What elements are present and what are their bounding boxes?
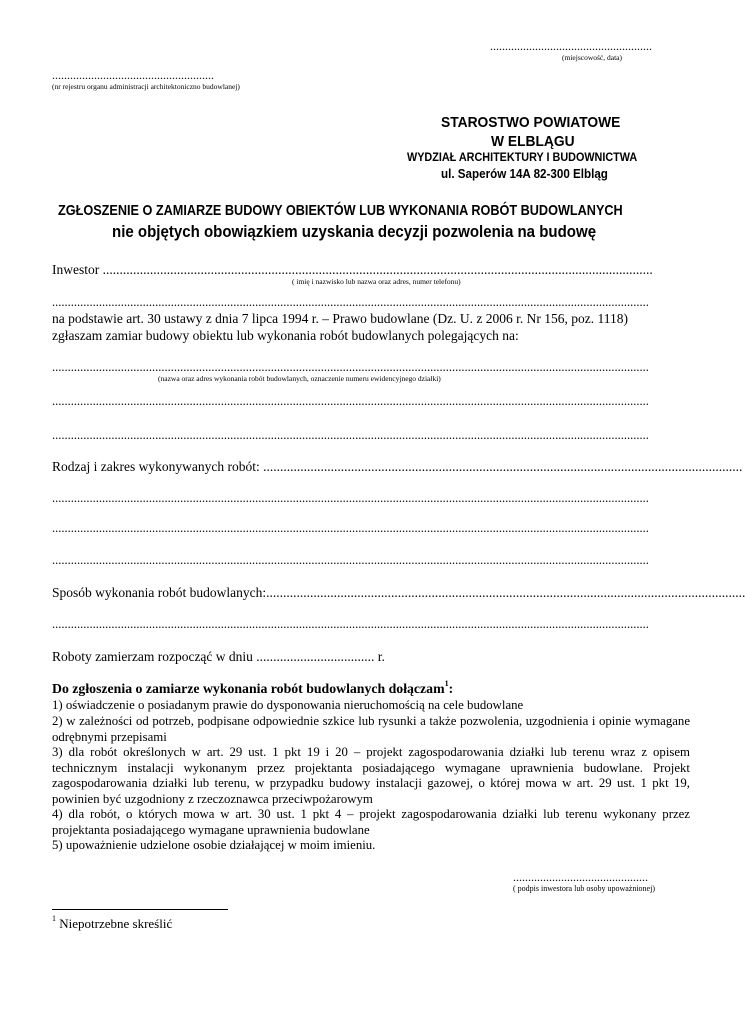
works-caption: (nazwa oraz adres wykonania robót budowlanych, oznaczenie numeru ewidencyjnego działki) bbox=[158, 374, 441, 383]
footnote bbox=[52, 916, 172, 932]
footnote-mark: 1 bbox=[52, 914, 56, 923]
registry-number-field[interactable]: ...................................................... bbox=[52, 68, 214, 82]
start-date-field[interactable] bbox=[52, 649, 385, 665]
method-field-line-2[interactable]: ............................................................................................................................................................................................... bbox=[52, 617, 649, 631]
footnote-text: Niepotrzebne skreślić bbox=[56, 916, 173, 931]
attachment-item: 2) w zależności od potrzeb, podpisane odpowiednie szkice lub rysunki a także pozwolenia, uzgodnienia i opinie wymagane odrębnymi przepisami bbox=[52, 714, 690, 744]
investor-label: Inwestor bbox=[52, 262, 100, 277]
authority-city: W ELBLĄGU bbox=[491, 133, 575, 150]
authority-name: STAROSTWO POWIATOWE bbox=[441, 114, 621, 131]
form-subtitle: nie objętych obowiązkiem uzyskania decyzji pozwolenia na budowę bbox=[112, 222, 597, 241]
signature-caption: ( podpis inwestora lub osoby upoważnionej) bbox=[513, 884, 655, 893]
start-date-dots: ................................... bbox=[252, 649, 375, 664]
scope-field[interactable] bbox=[52, 459, 743, 474]
method-field[interactable] bbox=[52, 585, 745, 600]
start-date-label: Roboty zamierzam rozpocząć w dniu bbox=[52, 649, 253, 664]
works-field-line-1[interactable]: ............................................................................................................................................................................................... bbox=[52, 360, 649, 374]
registry-caption: (nr rejestru organu administracji architektoniczno budowlanej) bbox=[52, 82, 240, 91]
place-date-caption: (miejscowość, data) bbox=[562, 53, 622, 62]
method-label: Sposób wykonania robót budowlanych: bbox=[52, 585, 267, 600]
legal-basis-text: na podstawie art. 30 ustawy z dnia 7 lipca 1994 r. – Prawo budowlane (Dz. U. z 2006 r. Nr 156, poz. 1118) bbox=[52, 311, 628, 326]
scope-field-line-2[interactable]: ............................................................................................................................................................................................... bbox=[52, 491, 649, 505]
attachment-item: 4) dla robót, o których mowa w art. 30 ust. 1 pkt 4 – projekt zagospodarowania działki lub terenu wykonany przez projektanta posiadającego wymagane uprawnienia budowlane bbox=[52, 807, 690, 837]
form-title: ZGŁOSZENIE O ZAMIARZE BUDOWY OBIEKTÓW LUB WYKONANIA ROBÓT BUDOWLANYCH bbox=[58, 202, 623, 219]
footnote-reference: 1 bbox=[444, 679, 449, 688]
authority-address: ul. Saperów 14A 82-300 Elbląg bbox=[441, 167, 608, 181]
authority-department: WYDZIAŁ ARCHITEKTURY I BUDOWNICTWA bbox=[407, 152, 638, 164]
scope-field-line-4[interactable]: ............................................................................................................................................................................................... bbox=[52, 553, 649, 567]
investor-caption: ( imię i nazwisko lub nazwa oraz adres, numer telefonu) bbox=[292, 277, 461, 286]
method-dots: .............................................................................................................................................. bbox=[266, 585, 745, 600]
place-date-field[interactable]: ...................................................... bbox=[490, 39, 652, 53]
investor-dots: ................................................................................................................................................................... bbox=[99, 262, 653, 277]
declaration-text: zgłaszam zamiar budowy obiektu lub wykonania robót budowlanych polegających na: bbox=[52, 328, 519, 343]
investor-field-line-2[interactable]: ............................................................................................................................................................................................... bbox=[52, 295, 649, 309]
footnote-separator bbox=[52, 909, 228, 910]
works-field-line-3[interactable]: ............................................................................................................................................................................................... bbox=[52, 428, 649, 442]
attachment-item: 3) dla robót określonych w art. 29 ust. 1 pkt 19 i 20 – projekt zagospodarowania działki lub terenu wraz z opisem technicznym instalacji wykonanym przez projektanta posiadającego wymagane uprawnienia budowlane. Projekt zagospodarowania działki lub terenu, w przypadku budowy instalacji gazowej, o której mowa w art. 29 ust. 1 pkt 19, powinien być uzgodniony z rzeczoznawca przeciwpożarowym bbox=[52, 745, 690, 806]
attachment-item: 1) oświadczenie o posiadanym prawie do dysponowania nieruchomością na cele budowlane bbox=[52, 698, 524, 712]
works-field-line-2[interactable]: ............................................................................................................................................................................................... bbox=[52, 394, 649, 408]
attachments-heading: Do zgłoszenia o zamiarze wykonania robót budowlanych dołączam$^1$: bbox=[52, 679, 454, 696]
attachment-item: 5) upoważnienie udzielone osobie działającej w moim imieniu. bbox=[52, 838, 376, 852]
scope-label: Rodzaj i zakres wykonywanych robót: bbox=[52, 459, 260, 474]
investor-field[interactable] bbox=[52, 262, 688, 277]
signature-field[interactable]: ............................................. bbox=[513, 870, 648, 884]
scope-field-line-3[interactable]: ............................................................................................................................................................................................... bbox=[52, 521, 649, 535]
scope-dots: .............................................................................................................................................. bbox=[259, 459, 743, 474]
start-date-suffix: r. bbox=[374, 649, 385, 664]
